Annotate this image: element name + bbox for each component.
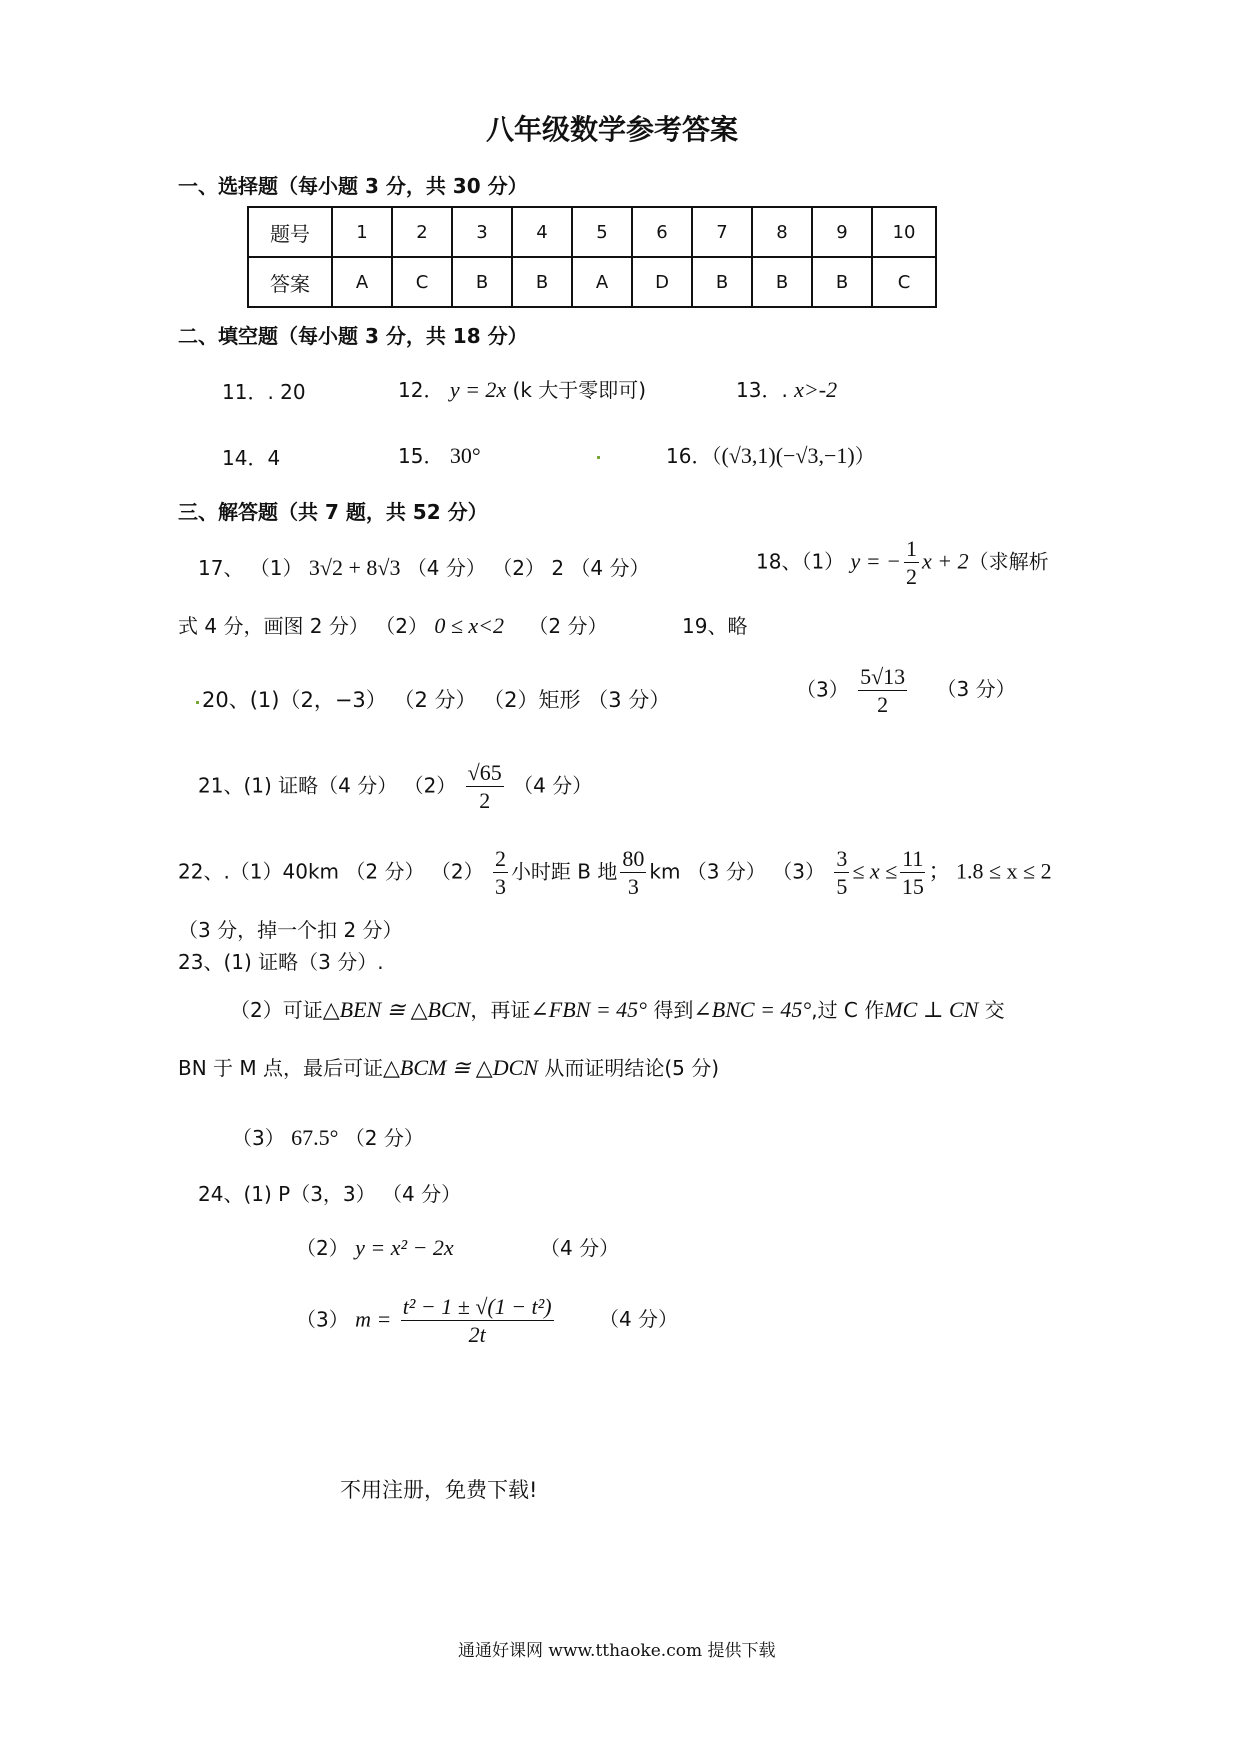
table-row [248,207,936,257]
denominator: 15 [901,874,924,900]
answer-note: （4 分） [513,773,593,798]
answer-note: （求解析 [968,549,1049,574]
table-cell: B [512,257,572,307]
table-cell: D [632,257,692,307]
answer-note: 得到 [646,998,694,1022]
math-expression: △BEN ≅ △BCN [322,997,471,1022]
answer-number: 21、(1) 证略（4 分） （2） [198,773,457,798]
answer-number: 18、（1） [756,549,845,574]
answer-note: 小时距 B 地 [510,859,618,884]
denominator: 3 [627,874,639,900]
answer-17 [198,552,650,581]
table-cell: B [752,257,812,307]
answer-23-part3 [232,1122,424,1151]
answer-23: 23、(1) 证略（3 分）. [178,950,384,974]
stray-mark [196,701,199,704]
numerator: 80 [620,846,646,873]
denominator: 3 [494,874,506,900]
math-expression: y = 2x [449,377,507,402]
math-expression: ∠FBN = 45° [530,997,647,1022]
answer-14: 14．4 [222,446,281,470]
section-choice-heading: 一、选择题（每小题 3 分，共 30 分） [178,174,528,198]
answer-22-note: （3 分，掉一个扣 2 分） [178,918,403,942]
table-cell: 8 [752,207,812,257]
answer-number: 17、 （1） [198,556,303,580]
math-expression: y = − [850,548,902,574]
answer-24-part3 [296,1294,678,1348]
answer-21 [198,760,592,814]
table-cell: 1 [332,207,392,257]
answer-note: （2 分） [528,614,608,638]
fraction [466,760,504,814]
math-expression: 67.5° [291,1125,339,1150]
table-cell: A [332,257,392,307]
footer-site: 通通好课网 www.tthaoke.com 提供下载 [458,1641,776,1661]
numerator: 2 [493,846,508,873]
table-cell: 10 [872,207,936,257]
table-cell: 6 [632,207,692,257]
fraction [493,846,508,900]
math-expression: 3√2 + 8√3 [308,555,401,580]
answer-number: 22、.（1）40km （2 分） （2） [178,859,484,884]
stray-mark [597,456,600,459]
answer-number: （3） [296,1307,349,1332]
fraction [900,846,925,900]
table-cell: 4 [512,207,572,257]
denominator: 2 [479,788,491,814]
table-cell: B [692,257,752,307]
table-cell: C [392,257,452,307]
math-expression: x>-2 [794,377,838,402]
fraction [620,846,646,900]
numerator: 11 [900,846,925,873]
answer-note: （4 分） [598,1307,679,1332]
table-row-label: 答案 [248,257,332,307]
answer-number: （3） [796,677,849,702]
answer-table [247,206,937,308]
numerator: t² − 1 ± √(1 − t²) [401,1294,554,1321]
answer-23-part2-cont [178,1052,719,1081]
page-title: 八年级数学参考答案 [486,113,739,146]
answer-number: 15． [398,444,444,468]
answer-bracket: ） [854,444,875,468]
table-cell: B [812,257,872,307]
math-expression: MC ⊥ CN [884,997,979,1022]
answer-number: 12． [398,378,444,402]
math-expression: ≤ x ≤ [852,858,898,884]
numerator: √65 [466,760,504,787]
answer-20: 20、(1)（2，−3） （2 分） （2）矩形 （3 分） [202,688,671,712]
numerator: 3 [834,846,849,873]
answer-note: 交 [978,998,1005,1022]
fraction [401,1294,554,1348]
answer-22 [178,846,1052,900]
answer-number: （3） [232,1126,285,1150]
answer-18-cont [178,610,607,639]
denominator: 2 [906,564,918,590]
table-cell: 7 [692,207,752,257]
answer-16 [666,440,875,469]
numerator: 1 [904,536,919,563]
table-cell: 2 [392,207,452,257]
table-cell: 5 [572,207,632,257]
fraction [904,536,919,590]
answer-note: （3 分） [936,677,1016,702]
answer-20-part3 [796,664,1016,718]
answer-23-part2 [230,994,1005,1023]
answer-note: （4 分） [540,1236,620,1260]
answer-note: ，再证 [470,998,531,1022]
answer-note: （2）可证 [230,998,323,1022]
table-cell: 9 [812,207,872,257]
answer-24: 24、(1) P（3，3） （4 分） [198,1182,462,1206]
answer-number: （2） [296,1236,349,1260]
answer-number: 16．（ [666,444,722,468]
answer-note: （2 分） [344,1126,424,1150]
section-solve-heading: 三、解答题（共 7 题，共 52 分） [178,500,488,524]
math-expression: y = x² − 2x [355,1235,454,1260]
answer-note: ,过 C 作 [811,998,885,1022]
table-cell: B [452,257,512,307]
download-note: 不用注册，免费下载! [340,1478,538,1502]
math-expression: 0 ≤ x<2 [434,613,505,638]
answer-19: 19、略 [682,614,748,638]
answer-24-part2 [296,1232,619,1261]
answer-11: 11．. 20 [222,380,306,404]
math-expression: m = [355,1306,392,1332]
answer-note: BN 于 M 点，最后可证 [178,1056,384,1080]
math-expression: (√3,1) [721,443,776,468]
fraction [858,664,907,718]
answer-15 [398,440,481,469]
answer-note: （4 分） （2） 2 （4 分） [406,556,650,580]
answer-13 [736,374,837,403]
math-expression: ； 1.8 ≤ x ≤ 2 [928,858,1052,884]
answer-12 [398,374,646,403]
table-cell: A [572,257,632,307]
math-expression: x + 2 [922,548,969,574]
section-fill-heading: 二、填空题（每小题 3 分，共 18 分） [178,324,528,348]
denominator: 2t [468,1322,486,1348]
fraction [834,846,849,900]
answer-note: 从而证明结论(5 分) [537,1056,720,1080]
table-row [248,257,936,307]
math-expression: (−√3,−1) [775,443,855,468]
answer-note: (k 大于零即可) [512,378,647,402]
answer-note: 式 4 分，画图 2 分） （2） [178,614,428,638]
denominator: 5 [836,874,848,900]
table-cell: 3 [452,207,512,257]
table-cell: C [872,257,936,307]
numerator: 5√13 [858,664,907,691]
denominator: 2 [877,692,889,718]
answer-note: km （3 分） （3） [649,859,825,884]
math-expression: ∠BNC = 45° [693,997,812,1022]
math-expression: 30° [449,443,481,468]
answer-18 [756,536,1049,590]
math-expression: △BCM ≅ △DCN [383,1055,538,1080]
answer-number: 13．. [736,378,788,402]
table-row-label: 题号 [248,207,332,257]
